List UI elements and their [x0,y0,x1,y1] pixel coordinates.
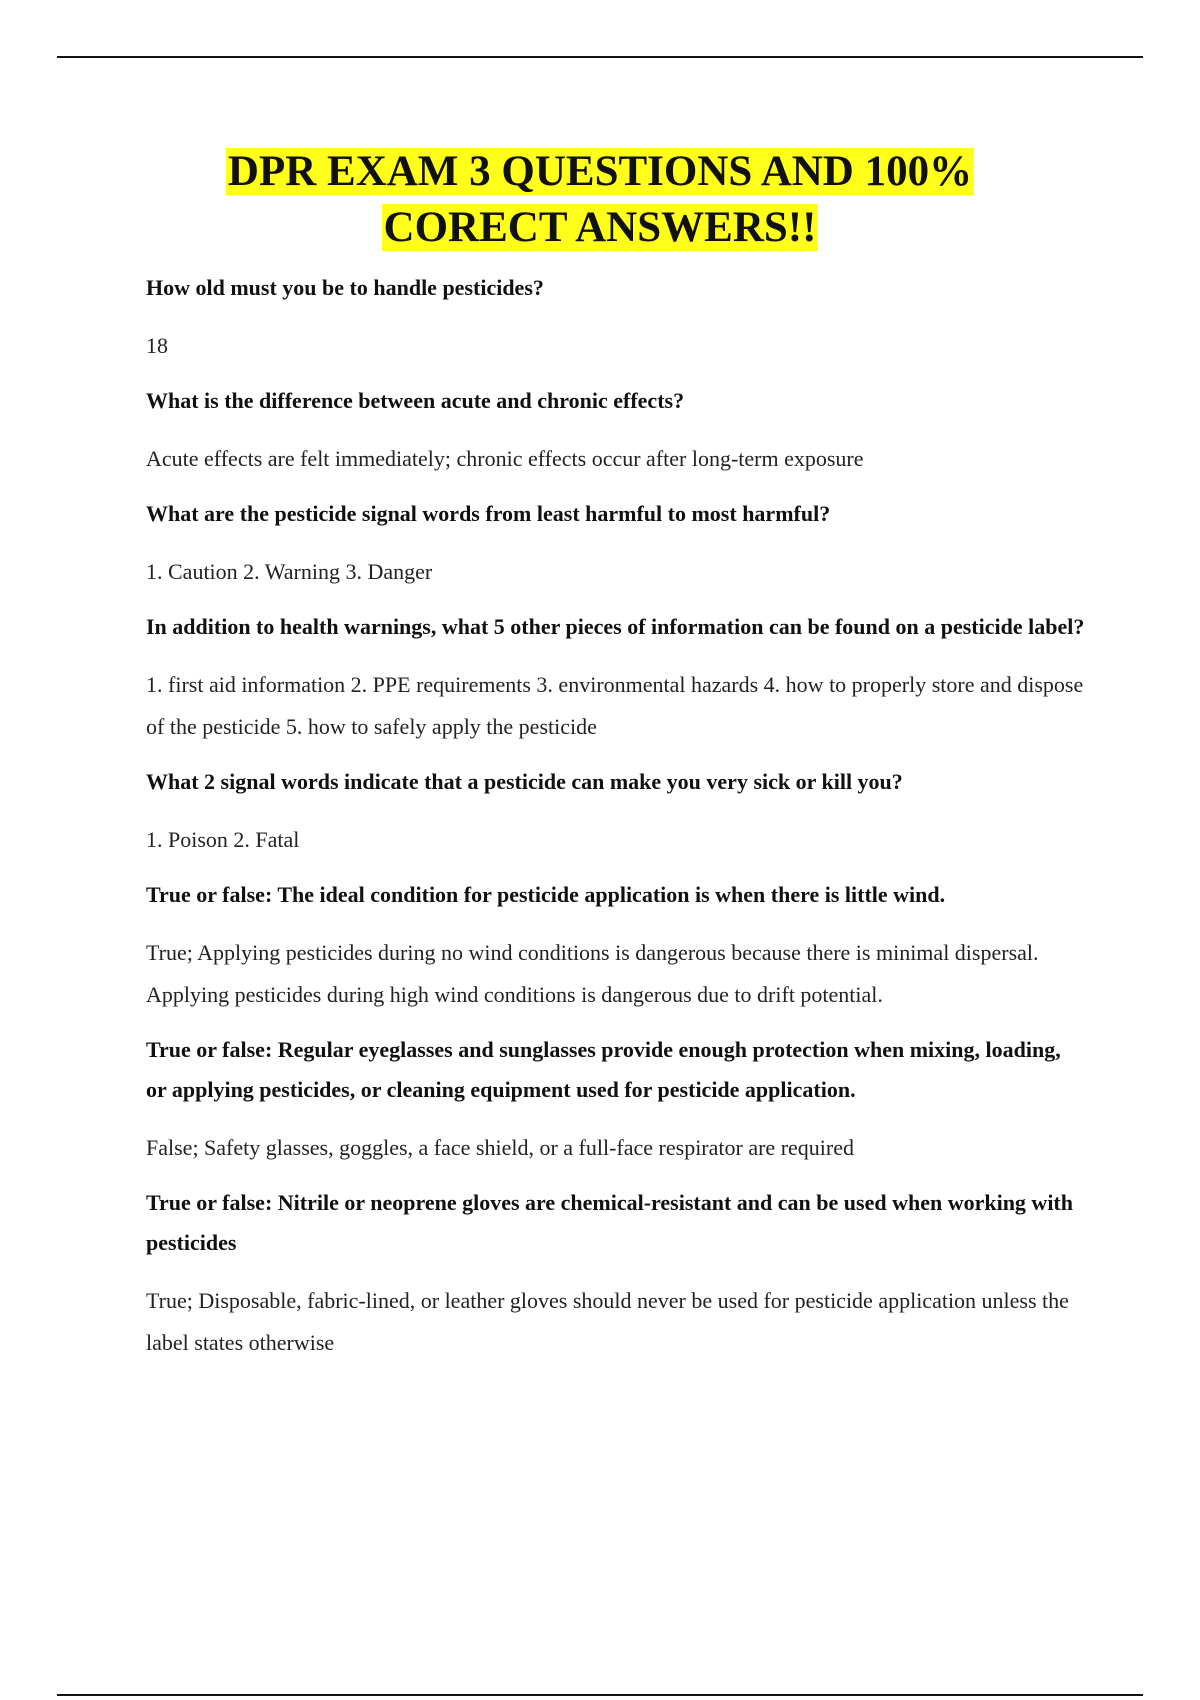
answer: True; Applying pesticides during no wind conditions is dangerous because there is minimal dispersal. Applying pesticides during high wind conditions is dangerous due to drift potential. [146,940,1039,1007]
top-rule [57,56,1143,58]
answer: 18 [146,333,168,358]
qa-item [146,875,1086,1016]
qa-list [146,268,1086,1378]
qa-item [146,607,1086,748]
qa-item [146,494,1086,593]
question: How old must you be to handle pesticides? [146,275,544,300]
title-line-2-text: CORECT ANSWERS!! [383,204,817,251]
qa-item [146,268,1086,367]
qa-item [146,1183,1086,1364]
qa-item [146,381,1086,480]
answer: Acute effects are felt immediately; chronic effects occur after long-term exposure [146,446,864,471]
question: True or false: Regular eyeglasses and sunglasses provide enough protection when mixing, loading, or applying pesticides, or cleaning equipment used for pesticide application. [146,1037,1061,1102]
answer: False; Safety glasses, goggles, a face shield, or a full-face respirator are required [146,1135,854,1160]
answer: True; Disposable, fabric-lined, or leather gloves should never be used for pesticide application unless the label states otherwise [146,1288,1069,1355]
title-line-2 [0,200,1200,256]
answer: 1. Poison 2. Fatal [146,827,300,852]
question: True or false: Nitrile or neoprene gloves are chemical-resistant and can be used when working with pesticides [146,1190,1073,1255]
answer: 1. Caution 2. Warning 3. Danger [146,559,433,584]
question: What 2 signal words indicate that a pesticide can make you very sick or kill you? [146,769,903,794]
question: True or false: The ideal condition for pesticide application is when there is little wind. [146,882,946,907]
qa-item [146,1030,1086,1169]
question: In addition to health warnings, what 5 other pieces of information can be found on a pesticide label? [146,614,1085,639]
document-title [0,144,1200,256]
question: What are the pesticide signal words from least harmful to most harmful? [146,501,831,526]
qa-item [146,762,1086,861]
title-line-1-text: DPR EXAM 3 QUESTIONS AND 100% [227,148,973,195]
question: What is the difference between acute and chronic effects? [146,388,685,413]
bottom-rule [57,1694,1143,1696]
answer: 1. first aid information 2. PPE requirements 3. environmental hazards 4. how to properly store and dispose of the pesticide 5. how to safely apply the pesticide [146,672,1084,739]
title-line-1 [0,144,1200,200]
